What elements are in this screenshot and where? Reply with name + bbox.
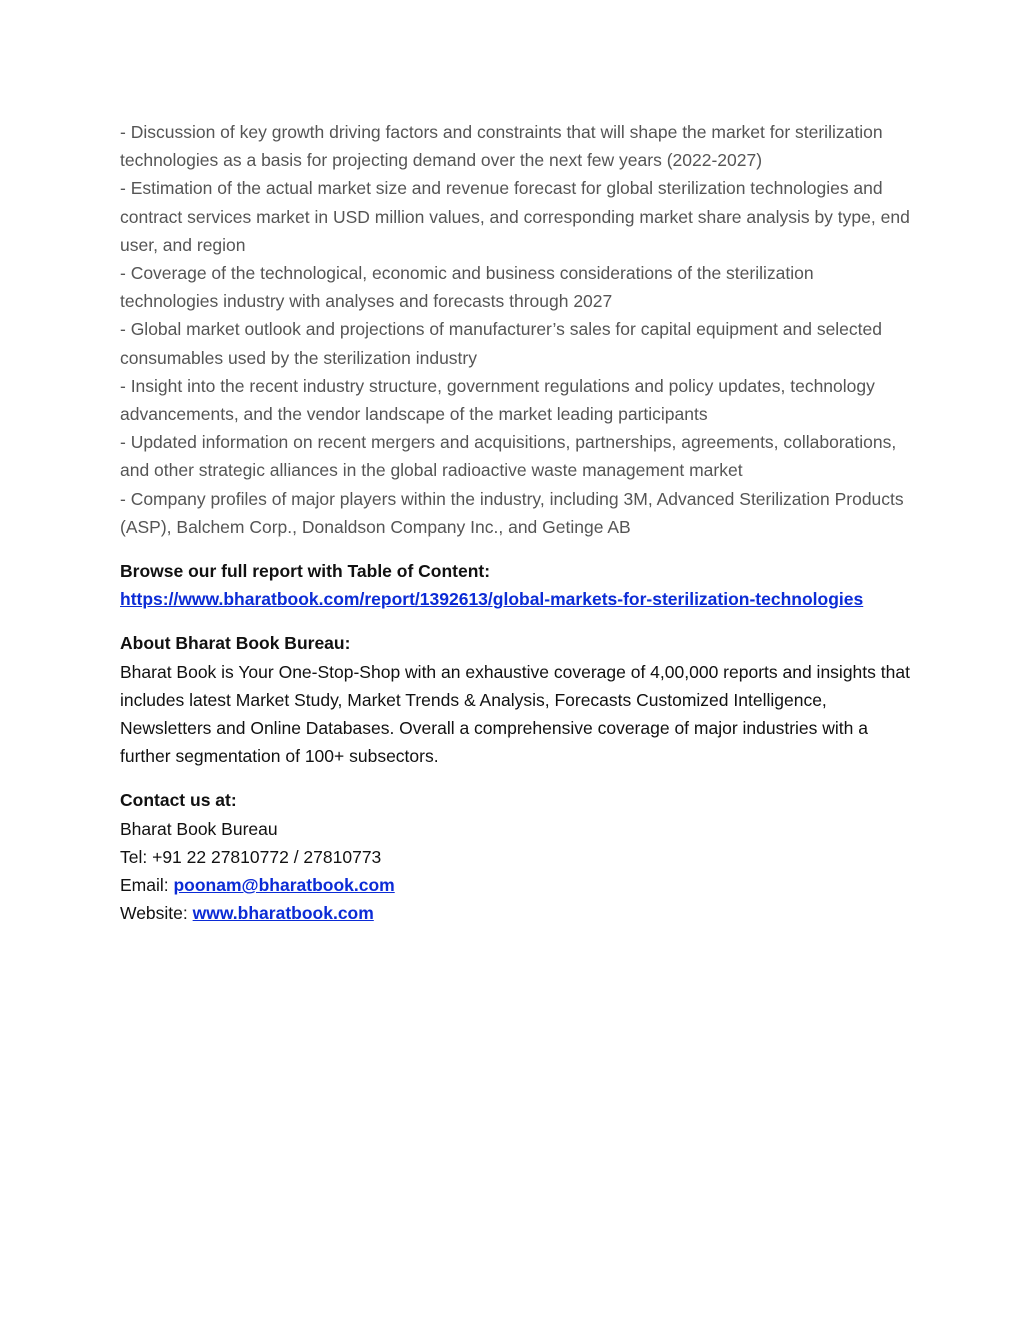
contact-section <box>120 786 910 927</box>
bullet-list <box>120 118 910 541</box>
website-link[interactable]: www.bharatbook.com <box>192 903 374 924</box>
about-heading: About Bharat Book Bureau: <box>120 633 351 654</box>
email-link[interactable]: poonam@bharatbook.com <box>173 875 395 896</box>
contact-email-line <box>120 871 910 899</box>
bullet-market-size: - Estimation of the actual market size and revenue forecast for global sterilization technologies and contract services market in USD million values, and corresponding market share analysis by type, end user, and region <box>120 178 910 255</box>
document-page <box>120 118 910 927</box>
website-label: Website: <box>120 903 193 924</box>
about-text: Bharat Book is Your One-Stop-Shop with an exhaustive coverage of 4,00,000 reports and insights that includes latest Market Study, Market Trends & Analysis, Forecasts Customized Intelligence, Newsletters and Online Databases. Overall a comprehensive coverage of major industries with a further segmentation of 100+ subsectors. <box>120 661 910 767</box>
email-label: Email: <box>120 875 174 896</box>
bullet-growth-factors: - Discussion of key growth driving factors and constraints that will shape the market for sterilization technologies as a basis for projecting demand over the next few years (2022-2027) <box>120 122 883 171</box>
contact-tel: Tel: +91 22 27810772 / 27810773 <box>120 846 382 867</box>
bullet-market-outlook: - Global market outlook and projections of manufacturer’s sales for capital equipment and selected consumables used by the sterilization industry <box>120 319 882 368</box>
bullet-coverage: - Coverage of the technological, economic and business considerations of the sterilization technologies industry with analyses and forecasts through 2027 <box>120 263 814 312</box>
browse-section <box>120 557 910 613</box>
report-link[interactable]: https://www.bharatbook.com/report/1392613/global-markets-for-sterilization-technologies <box>120 589 864 610</box>
bullet-mergers: - Updated information on recent mergers and acquisitions, partnerships, agreements, collaborations, and other strategic alliances in the global radioactive waste management market <box>120 432 897 481</box>
about-section <box>120 629 910 770</box>
contact-heading: Contact us at: <box>120 790 237 811</box>
contact-company: Bharat Book Bureau <box>120 818 278 839</box>
contact-website-line <box>120 899 910 927</box>
browse-heading: Browse our full report with Table of Content: <box>120 561 491 582</box>
bullet-industry-insight: - Insight into the recent industry structure, government regulations and policy updates, technology advancements, and the vendor landscape of the market leading participants <box>120 375 875 425</box>
bullet-company-profiles: - Company profiles of major players within the industry, including 3M, Advanced Sterilization Products (ASP), Balchem Corp., Donaldson Company Inc., and Getinge AB <box>120 488 904 537</box>
